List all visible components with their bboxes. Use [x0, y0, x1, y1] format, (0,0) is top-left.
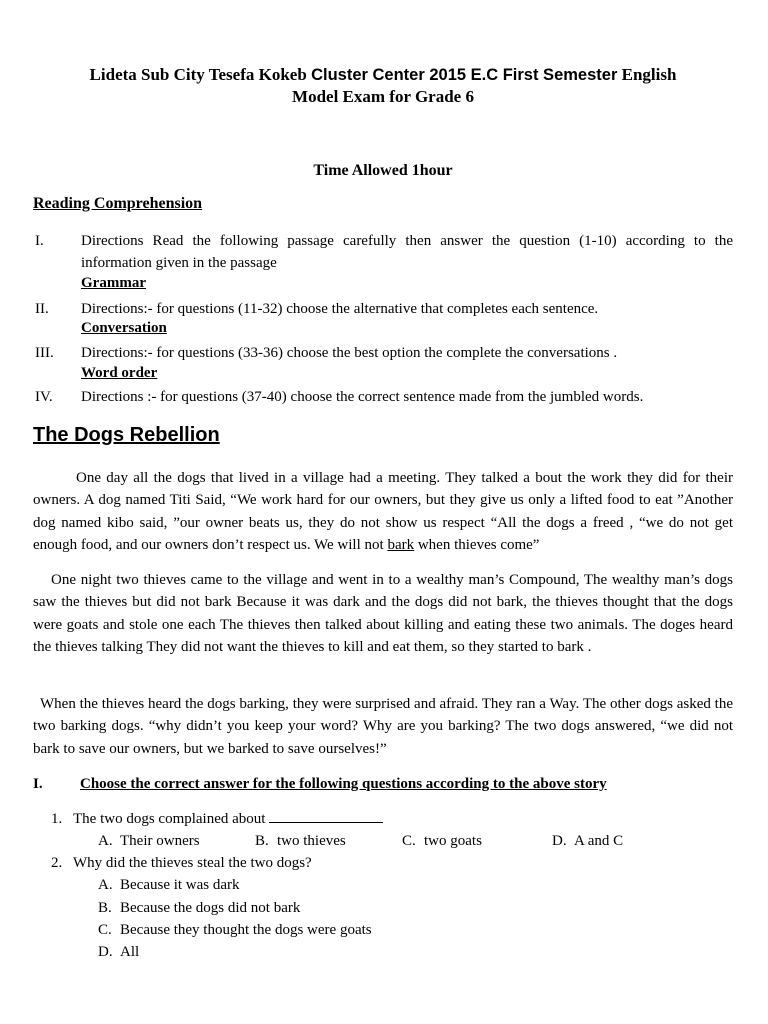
- question-number: 2.: [51, 855, 63, 871]
- option-letter: C.: [402, 833, 416, 849]
- underlined-word: bark: [387, 536, 415, 553]
- option-letter: C.: [98, 922, 112, 938]
- direction-text: Directions Read the following passage carefully then answer the question (1-10) according to the information given in the passage: [81, 233, 733, 271]
- option-letter: D.: [98, 944, 113, 960]
- question-2-option-b[interactable]: [98, 897, 300, 919]
- question-text: Why did the thieves steal the two dogs?: [73, 855, 312, 871]
- option-text: Because the dogs did not bark: [120, 900, 301, 916]
- direction-number: III.: [35, 345, 54, 361]
- question-section-title: Choose the correct answer for the following questions according to the above story: [80, 776, 607, 792]
- direction-number: IV.: [35, 389, 53, 405]
- direction-3: [33, 342, 733, 364]
- title-part-subject: English: [621, 65, 677, 84]
- question-2: [51, 852, 312, 874]
- direction-1: [33, 230, 733, 274]
- title-line-1: [33, 64, 733, 86]
- direction-4: [33, 386, 733, 408]
- story-paragraph-1: [33, 467, 733, 556]
- option-letter: A.: [98, 833, 113, 849]
- option-text: two thieves: [277, 833, 346, 849]
- exam-title: [33, 64, 733, 108]
- option-letter: A.: [98, 877, 113, 893]
- question-1-option-a[interactable]: [98, 830, 200, 852]
- direction-number: II.: [35, 301, 49, 317]
- option-text: All: [120, 944, 140, 960]
- question-2-option-d[interactable]: [98, 941, 139, 963]
- answer-blank[interactable]: [269, 808, 383, 823]
- question-1-option-b[interactable]: [255, 830, 346, 852]
- option-text: A and C: [574, 833, 624, 849]
- grammar-heading: Grammar: [81, 275, 146, 291]
- option-text: Their owners: [120, 833, 200, 849]
- story-paragraph-3: When the thieves heard the dogs barking, they were surprised and afraid. They ran a Way. The other dogs asked the two barking dogs. “why didn’t you keep your word? Why are you barking? The two dogs answered, “we did not bark to save our owners, but we barked to save ourselves!”: [33, 696, 733, 757]
- question-number: 1.: [51, 811, 63, 827]
- question-text: The two dogs complained about: [73, 811, 266, 827]
- direction-text: Directions:- for questions (11-32) choose the alternative that completes each sentence.: [81, 301, 599, 317]
- option-letter: B.: [255, 833, 269, 849]
- paragraph-text: One day all the dogs that lived in a village had a meeting. They talked a bout the work they did for their owners. A dog named Titi Said, “We work hard for our owners, but they give us only a lifted food to eat ”Another dog named kibo said, ”our owner beats us, they do not show us respect “All the dogs a freed , “we do not get enough food, and our owners don’t respect us. We will not: [33, 470, 733, 553]
- option-letter: B.: [98, 900, 112, 916]
- question-1-option-d[interactable]: [552, 830, 623, 852]
- option-letter: D.: [552, 833, 567, 849]
- question-section-number: I.: [33, 776, 43, 792]
- title-part-cluster: Cluster Center 2015 E.C First Semester: [311, 66, 618, 84]
- option-text: Because they thought the dogs were goats: [120, 922, 372, 938]
- title-part-school: Lideta Sub City Tesefa Kokeb: [89, 65, 307, 84]
- conversation-heading: Conversation: [81, 320, 167, 336]
- question-2-option-a[interactable]: [98, 874, 240, 896]
- paragraph-text: when thieves come”: [414, 536, 540, 553]
- question-1-option-c[interactable]: [402, 830, 482, 852]
- direction-2: [33, 298, 733, 320]
- direction-text: Directions :- for questions (37-40) choose the correct sentence made from the jumbled words.: [81, 389, 644, 405]
- reading-comprehension-heading: Reading Comprehension: [33, 195, 203, 212]
- direction-number: I.: [35, 233, 44, 249]
- time-allowed: Time Allowed 1hour: [313, 162, 453, 179]
- word-order-heading: Word order: [81, 365, 158, 381]
- option-text: Because it was dark: [120, 877, 240, 893]
- direction-text: Directions:- for questions (33-36) choose the best option the complete the conversations .: [81, 345, 618, 361]
- option-text: two goats: [424, 833, 482, 849]
- question-2-option-c[interactable]: [98, 919, 372, 941]
- title-line-2: Model Exam for Grade 6: [292, 87, 474, 106]
- story-paragraph-2: One night two thieves came to the village and went in to a wealthy man’s Compound, The wealthy man’s dogs saw the thieves but did not bark Because it was dark and the dogs did not bark, the thieves thought that the dogs were goats and stole one each The thieves then talked about killing and eating these two animals. The doges heard the thieves talking They did not want the thieves to kill and eat them, so they started to bark .: [33, 572, 733, 655]
- question-1: [51, 808, 383, 830]
- story-title: The Dogs Rebellion: [33, 424, 220, 446]
